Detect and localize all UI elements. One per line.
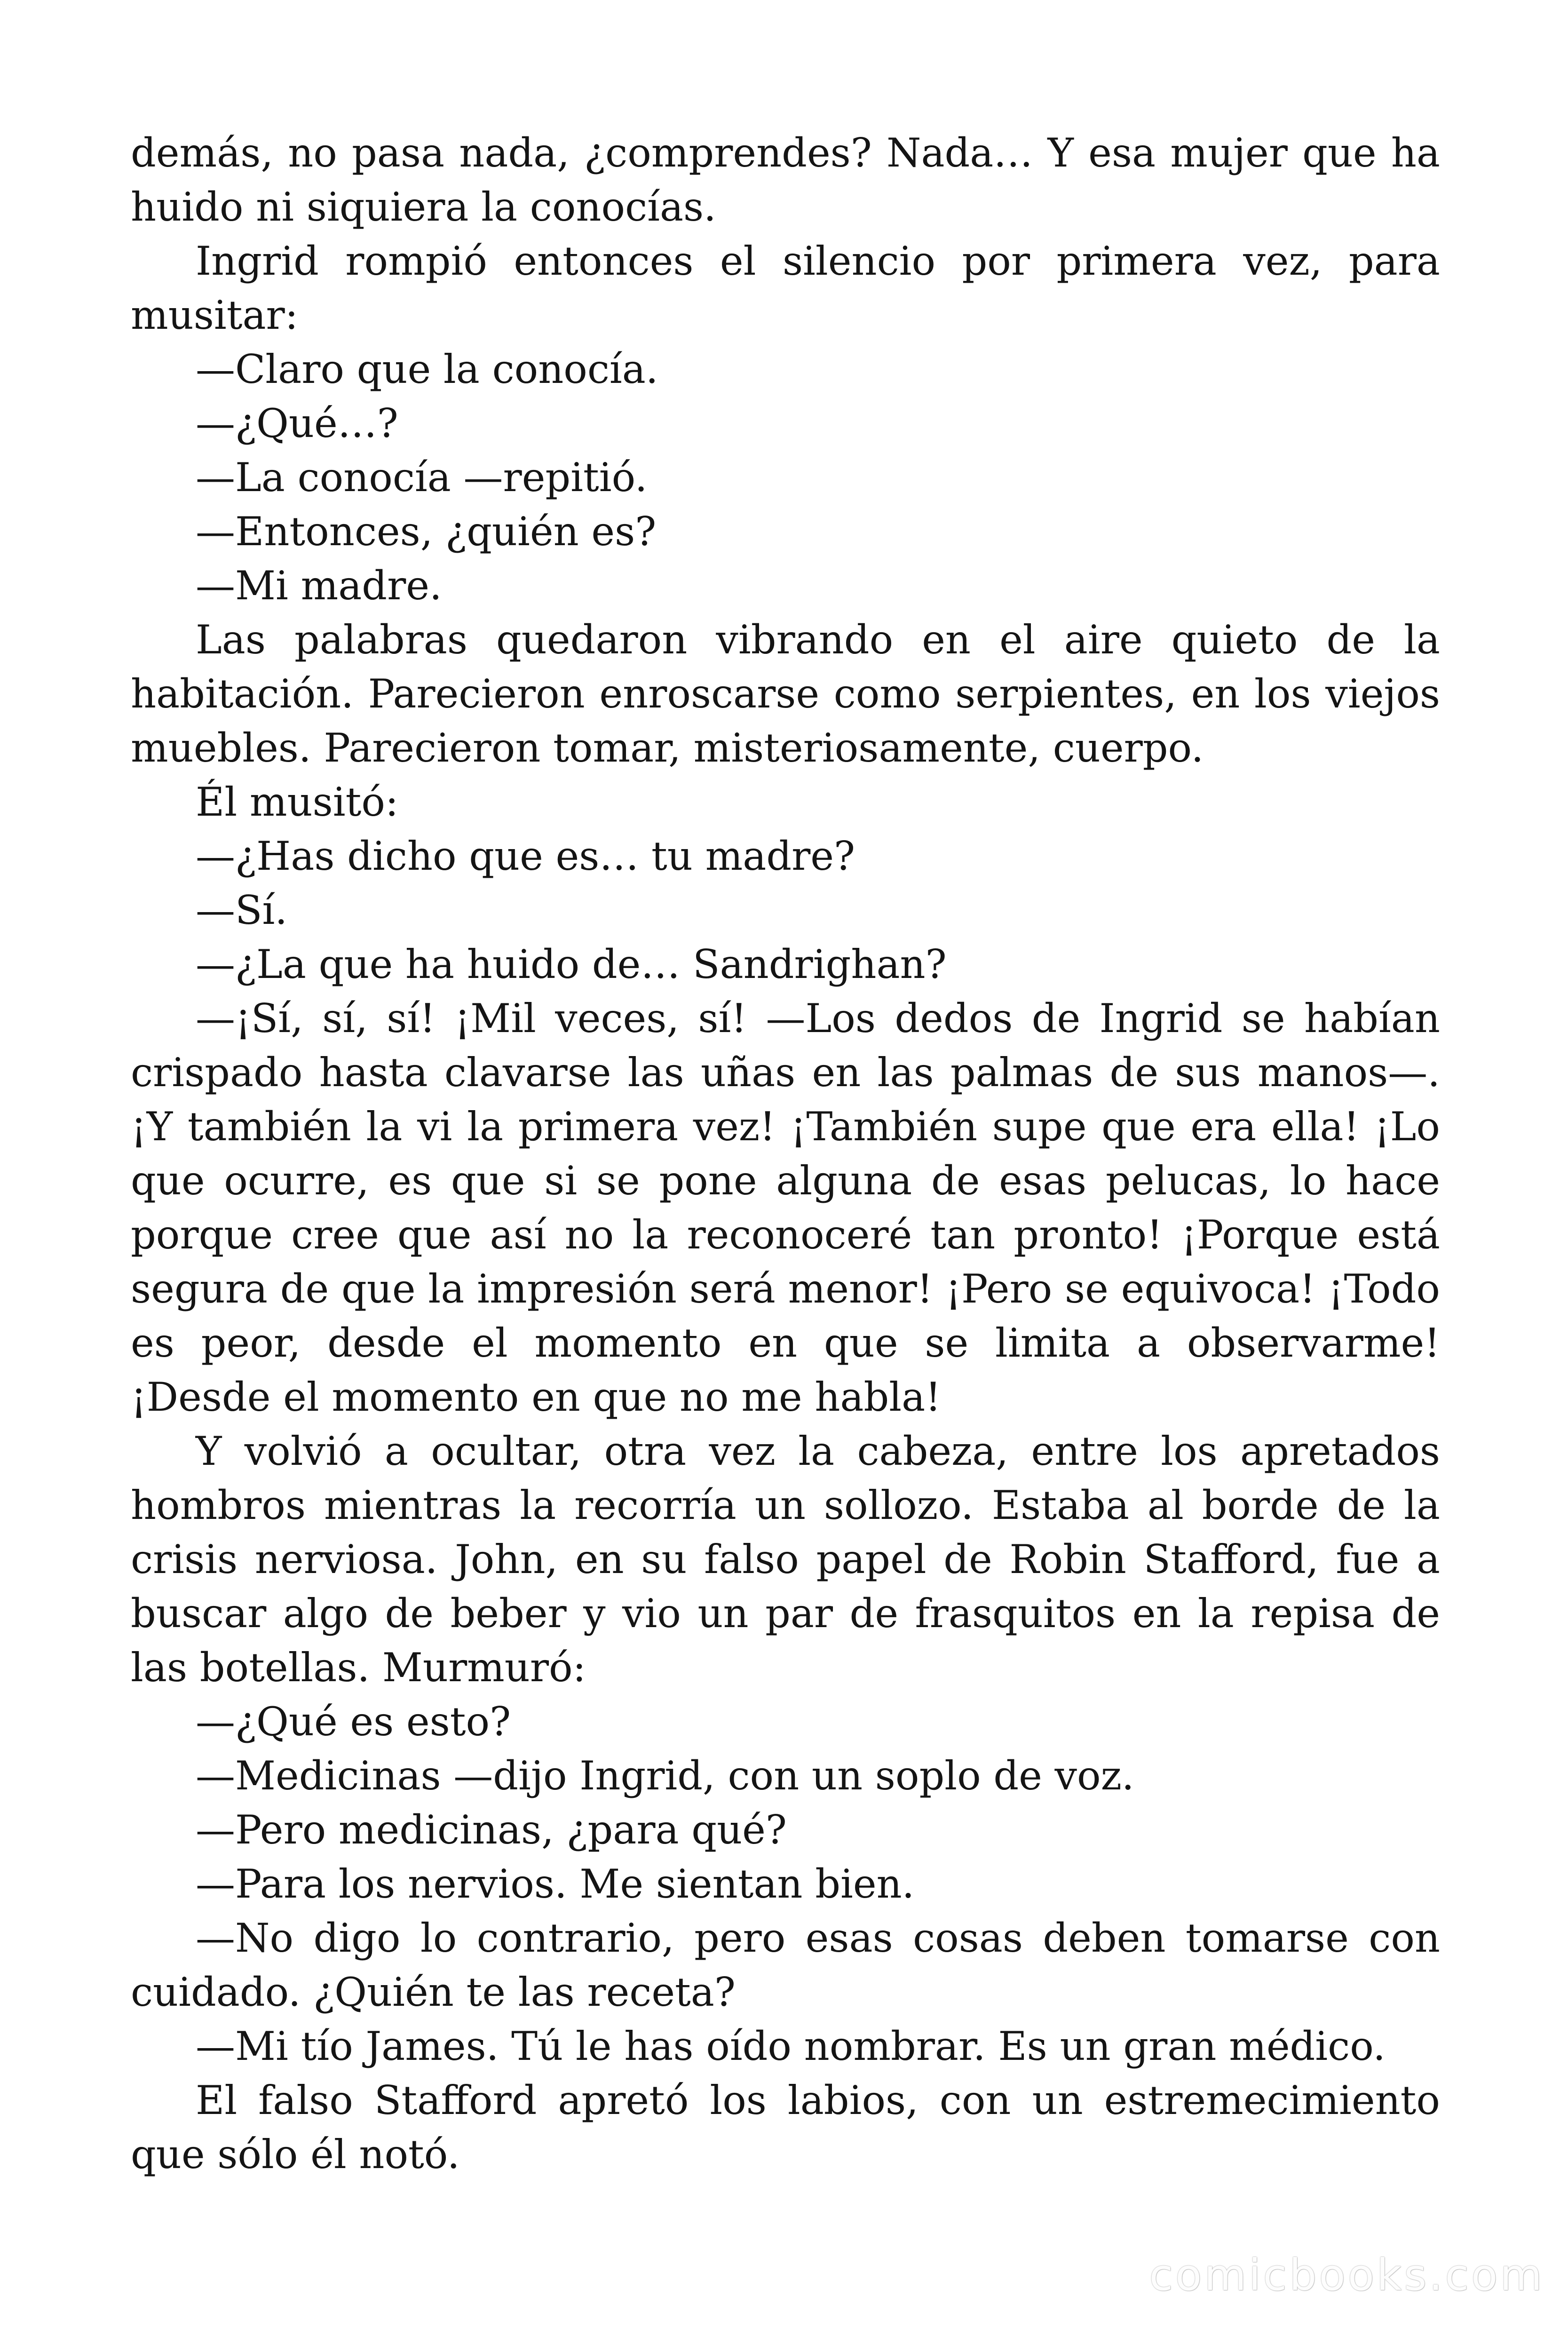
paragraph-3: —Claro que la conocía. — [196, 346, 658, 392]
paragraph-13: —¡Sí, sí, sí! ¡Mil veces, sí! —Los dedos de Ingrid se habían crispado hasta clavarse las uñas en las palmas de sus manos—. ¡Y también la vi la primera vez! ¡También supe que era ella! ¡Lo que ocurre, es que si se pone alguna de esas pelucas, lo hace porque cree que así no la reconoceré tan pronto! ¡Porque está segura de que la impresión será menor! ¡Pero se equivoca! ¡Todo es peor, desde el momento en que se limita a observarme! ¡Desde el momento en que no me habla! — [131, 995, 1440, 1420]
paragraph-4: —¿Qué…? — [196, 400, 398, 446]
paragraph-8: Las palabras quedaron vibrando en el aire quieto de la habitación. Parecieron enroscarse como serpientes, en los viejos muebles. Parecieron tomar, misteriosamente, cuerpo. — [131, 617, 1440, 771]
paragraph-18: —Para los nervios. Me sientan bien. — [196, 1861, 915, 1907]
paragraph-2: Ingrid rompió entonces el silencio por primera vez, para musitar: — [131, 238, 1440, 338]
paragraph-5: —La conocía —repitió. — [196, 454, 648, 501]
page-text — [131, 126, 1440, 2182]
paragraph-6: —Entonces, ¿quién es? — [196, 509, 657, 555]
paragraph-9: Él musitó: — [196, 779, 399, 825]
paragraph-21: El falso Stafford apretó los labios, con un estremecimiento que sólo él notó. — [131, 2077, 1440, 2177]
paragraph-19: —No digo lo contrario, pero esas cosas deben tomarse con cuidado. ¿Quién te las receta? — [131, 1915, 1440, 2015]
paragraph-16: —Medicinas —dijo Ingrid, con un soplo de voz. — [196, 1753, 1134, 1799]
paragraph-7: —Mi madre. — [196, 563, 442, 609]
paragraph-20: —Mi tío James. Tú le has oído nombrar. Es un gran médico. — [196, 2023, 1386, 2069]
paragraph-17: —Pero medicinas, ¿para qué? — [196, 1807, 787, 1853]
paragraph-11: —Sí. — [196, 887, 288, 933]
paragraph-10: —¿Has dicho que es… tu madre? — [196, 833, 855, 879]
paragraph-12: —¿La que ha huido de… Sandrighan? — [196, 941, 947, 987]
paragraph-1: demás, no pasa nada, ¿comprendes? Nada… Y esa mujer que ha huido ni siquiera la conocías. — [131, 130, 1440, 230]
paragraph-15: —¿Qué es esto? — [196, 1699, 511, 1745]
watermark: comicbooks.com — [1149, 2250, 1544, 2300]
paragraph-14: Y volvió a ocultar, otra vez la cabeza, entre los apretados hombros mientras la recorría un sollozo. Estaba al borde de la crisis nerviosa. John, en su falso papel de Robin Stafford, fue a buscar algo de beber y vio un par de frasquitos en la repisa de las botellas. Murmuró: — [131, 1428, 1440, 1691]
